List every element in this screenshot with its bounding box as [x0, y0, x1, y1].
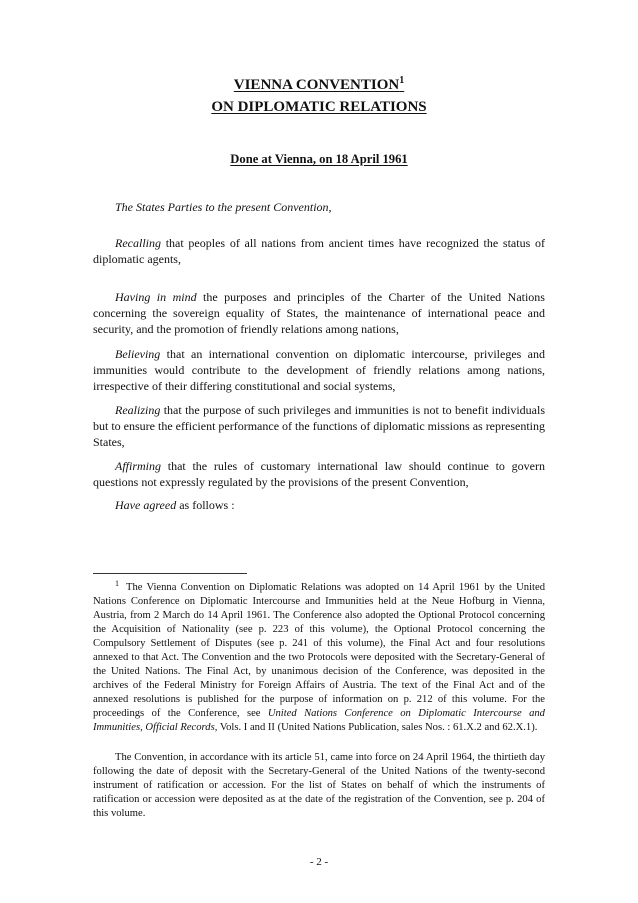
- preamble-paragraph-5: [93, 402, 545, 450]
- document-page: [93, 0, 545, 903]
- footnote-1-text-b: , Vols. I and II (United Nations Publication, sales Nos. : 61.X.2 and 62.X.1).: [214, 722, 538, 733]
- preamble-5-text: that the purpose of such privileges and immunities is not to benefit individuals but to ensure the efficient performance of the functions of diplomatic missions as representing States,: [93, 403, 545, 449]
- page-number: - 2 -: [309, 856, 329, 868]
- preamble-paragraph-1: [93, 199, 545, 215]
- preamble-6-text: that the rules of customary international law should continue to govern questions not expressly regulated by the provisions of the present Convention,: [93, 459, 545, 489]
- preamble-paragraph-2: [93, 235, 545, 267]
- footnote-1-italic: United Nations Conference on Diplomatic Intercourse and Immunities, Official Records: [93, 708, 545, 733]
- preamble-4-text: that an international convention on diplomatic intercourse, privileges and immunities would contribute to the development of friendly relations among nations, irrespective of their differing constitutional and social systems,: [93, 347, 545, 393]
- footnote-1-text-a: The Vienna Convention on Diplomatic Relations was adopted on 14 April 1961 by the United Nations Conference on Diplomatic Intercourse and Immunities held at the Neue Hofburg in Vienna, Austria, from 2 March do 14 April 1961. The Conference also adopted the Optional Protocol concerning the Acquisition of Nationality (see p. 223 of this volume), the Optional Protocol concerning the Compulsory Settlement of Disputes (see p. 241 of this volume), the Final Act and four resolutions annexed to that Act. The Convention and the two Protocols were deposited with the Secretary-General of the United Nations. The Final Act, by unanimous decision of the Conference, was deposited in the archives of the Federal Ministry for Foreign Affairs of Austria. The text of the Final Act and of the annexed resolutions is published for the purpose of information on p. 212 of this volume. For the proceedings of the Conference, see: [93, 582, 545, 719]
- footnote-paragraph-2: The Convention, in accordance with its article 51, came into force on 24 April 1964, the thirtieth day following the date of deposit with the Secretary-General of the United Nations of the twenty-second instrument of ratification or accession. For the list of States on behalf of which the instruments of ratification or accession were deposited as at the date of the registration of the Convention, see p. 204 of this volume.: [93, 752, 545, 819]
- title-line-2: ON DIPLOMATIC RELATIONS: [211, 99, 427, 115]
- preamble-paragraph-6: [93, 458, 545, 490]
- footnote-paragraph-1: [93, 581, 545, 735]
- preamble-5-italic: Realizing: [115, 403, 161, 417]
- title-line-1: [93, 76, 545, 94]
- preamble-paragraph-7: [93, 497, 545, 513]
- preamble-paragraph-3: [93, 289, 545, 337]
- preamble-6-italic: Affirming: [115, 459, 162, 473]
- preamble-2-text: that peoples of all nations from ancient times have recognized the status of diplomatic agents,: [93, 236, 545, 266]
- preamble-3-italic: Having in mind: [115, 290, 197, 304]
- title-text-1: VIENNA CONVENTION: [233, 77, 400, 93]
- footnote-marker: 1: [115, 579, 119, 588]
- preamble-2-italic: Recalling: [115, 236, 161, 250]
- footnote-separator: [93, 573, 247, 574]
- preamble-3-text: the purposes and principles of the Charter of the United Nations concerning the sovereign equality of States, the maintenance of international peace and security, and the promotion of friendly relations among nations,: [93, 290, 545, 336]
- title-footnote-marker: 1: [399, 75, 405, 86]
- preamble-7-italic: Have agreed: [115, 498, 177, 512]
- subtitle: Done at Vienna, on 18 April 1961: [230, 152, 408, 166]
- preamble-1-italic: The States Parties to the present Convention,: [115, 200, 332, 214]
- preamble-4-italic: Believing: [115, 347, 161, 361]
- preamble-7-text: as follows :: [176, 498, 235, 512]
- preamble-paragraph-4: [93, 346, 545, 394]
